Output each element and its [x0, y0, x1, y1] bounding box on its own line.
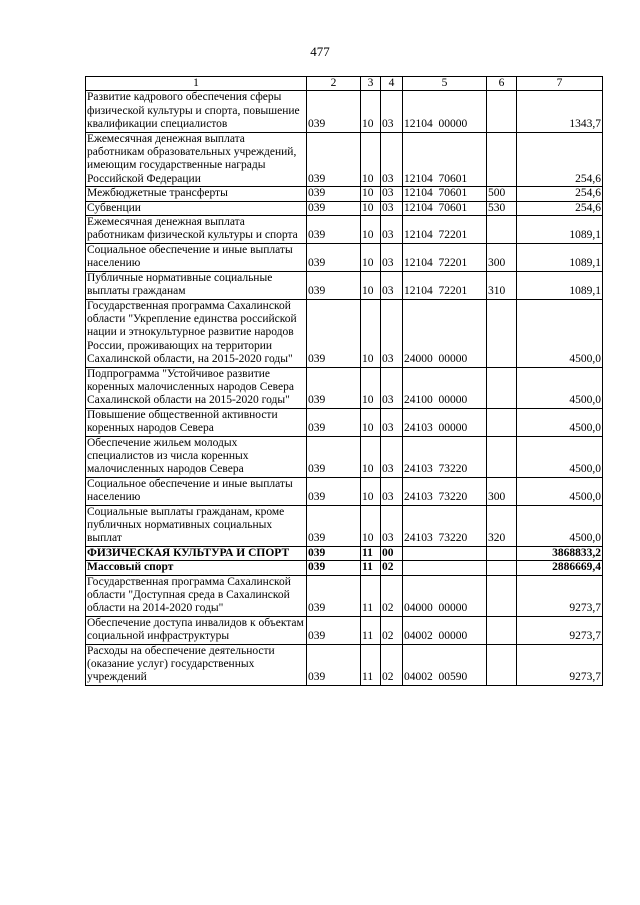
row-subsection-cell: 03 — [381, 408, 403, 436]
row-subsection-cell: 02 — [381, 644, 403, 685]
table-row — [86, 505, 603, 546]
page-number: 477 — [310, 44, 330, 59]
row-expense-type-cell: 310 — [487, 271, 517, 299]
row-sum-cell: 2886669,4 — [517, 561, 603, 575]
table-row — [86, 271, 603, 299]
row-sum-cell: 1089,1 — [517, 216, 603, 244]
row-subsection-cell: 02 — [381, 561, 403, 575]
row-expense-type-cell: 530 — [487, 201, 517, 215]
table-row — [86, 187, 603, 201]
row-subsection-cell: 00 — [381, 546, 403, 560]
header-cell: 4 — [381, 77, 403, 91]
row-org-code-cell: 039 — [307, 367, 361, 408]
row-target-code-cell: 24103 73220 — [403, 505, 487, 546]
row-org-code-cell: 039 — [307, 187, 361, 201]
row-expense-type-cell: 500 — [487, 187, 517, 201]
row-org-code-cell: 039 — [307, 91, 361, 132]
table-row — [86, 367, 603, 408]
row-expense-type-cell — [487, 132, 517, 187]
row-target-code-cell: 04002 00000 — [403, 616, 487, 644]
row-sum-cell: 4500,0 — [517, 367, 603, 408]
row-expense-type-cell — [487, 575, 517, 616]
row-sum-cell: 254,6 — [517, 201, 603, 215]
row-name-cell: Субвенции — [86, 201, 307, 215]
row-target-code-cell: 12104 70601 — [403, 132, 487, 187]
row-target-code-cell: 24100 00000 — [403, 367, 487, 408]
row-subsection-cell: 03 — [381, 436, 403, 477]
row-org-code-cell: 039 — [307, 575, 361, 616]
row-expense-type-cell — [487, 546, 517, 560]
row-name-cell: Межбюджетные трансферты — [86, 187, 307, 201]
row-section-cell: 11 — [361, 546, 381, 560]
row-expense-type-cell — [487, 436, 517, 477]
row-section-cell: 10 — [361, 477, 381, 505]
table-row — [86, 561, 603, 575]
row-target-code-cell: 12104 70601 — [403, 187, 487, 201]
row-target-code-cell: 12104 72201 — [403, 271, 487, 299]
row-target-code-cell: 04002 00590 — [403, 644, 487, 685]
row-target-code-cell: 24103 00000 — [403, 408, 487, 436]
row-sum-cell: 9273,7 — [517, 644, 603, 685]
row-name-cell: Массовый спорт — [86, 561, 307, 575]
table-row — [86, 201, 603, 215]
row-target-code-cell: 12104 70601 — [403, 201, 487, 215]
row-org-code-cell: 039 — [307, 408, 361, 436]
row-expense-type-cell — [487, 644, 517, 685]
row-section-cell: 10 — [361, 132, 381, 187]
row-org-code-cell: 039 — [307, 299, 361, 367]
row-expense-type-cell — [487, 216, 517, 244]
row-expense-type-cell — [487, 367, 517, 408]
table-row — [86, 644, 603, 685]
row-section-cell: 10 — [361, 271, 381, 299]
row-subsection-cell: 03 — [381, 243, 403, 271]
row-name-cell: Развитие кадрового обеспечения сферы физической культуры и спорта, повышение квалификации специалистов — [86, 91, 307, 132]
table-header-row — [86, 77, 603, 91]
row-subsection-cell: 03 — [381, 505, 403, 546]
budget-table — [85, 76, 603, 686]
row-target-code-cell: 12104 72201 — [403, 243, 487, 271]
row-org-code-cell: 039 — [307, 216, 361, 244]
table-row — [86, 616, 603, 644]
row-section-cell: 10 — [361, 216, 381, 244]
row-name-cell: Обеспечение жильем молодых специалистов из числа коренных малочисленных народов Севера — [86, 436, 307, 477]
table-row — [86, 477, 603, 505]
row-sum-cell: 9273,7 — [517, 616, 603, 644]
header-cell: 7 — [517, 77, 603, 91]
row-section-cell: 10 — [361, 299, 381, 367]
row-sum-cell: 4500,0 — [517, 299, 603, 367]
row-section-cell: 10 — [361, 187, 381, 201]
row-sum-cell: 4500,0 — [517, 408, 603, 436]
row-org-code-cell: 039 — [307, 436, 361, 477]
row-section-cell: 10 — [361, 367, 381, 408]
row-expense-type-cell: 300 — [487, 243, 517, 271]
table-row — [86, 408, 603, 436]
row-subsection-cell: 03 — [381, 299, 403, 367]
row-name-cell: Расходы на обеспечение деятельности (оказание услуг) государственных учреждений — [86, 644, 307, 685]
row-target-code-cell: 04000 00000 — [403, 575, 487, 616]
row-name-cell: Ежемесячная денежная выплата работникам физической культуры и спорта — [86, 216, 307, 244]
row-sum-cell: 1343,7 — [517, 91, 603, 132]
row-subsection-cell: 03 — [381, 477, 403, 505]
row-expense-type-cell — [487, 91, 517, 132]
row-expense-type-cell — [487, 561, 517, 575]
row-target-code-cell: 12104 00000 — [403, 91, 487, 132]
row-target-code-cell — [403, 561, 487, 575]
row-subsection-cell: 03 — [381, 187, 403, 201]
row-subsection-cell: 03 — [381, 216, 403, 244]
row-subsection-cell: 02 — [381, 575, 403, 616]
row-section-cell: 10 — [361, 243, 381, 271]
row-target-code-cell: 24000 00000 — [403, 299, 487, 367]
table-row — [86, 243, 603, 271]
row-section-cell: 11 — [361, 616, 381, 644]
row-org-code-cell: 039 — [307, 201, 361, 215]
row-sum-cell: 1089,1 — [517, 271, 603, 299]
table-row — [86, 132, 603, 187]
row-target-code-cell: 24103 73220 — [403, 436, 487, 477]
row-org-code-cell: 039 — [307, 505, 361, 546]
table-row — [86, 299, 603, 367]
row-org-code-cell: 039 — [307, 243, 361, 271]
row-section-cell: 11 — [361, 644, 381, 685]
table-row — [86, 91, 603, 132]
row-target-code-cell: 24103 73220 — [403, 477, 487, 505]
row-sum-cell: 4500,0 — [517, 436, 603, 477]
row-org-code-cell: 039 — [307, 477, 361, 505]
row-subsection-cell: 03 — [381, 271, 403, 299]
row-org-code-cell: 039 — [307, 616, 361, 644]
row-name-cell: Повышение общественной активности коренных народов Севера — [86, 408, 307, 436]
row-section-cell: 10 — [361, 505, 381, 546]
row-org-code-cell: 039 — [307, 546, 361, 560]
row-subsection-cell: 02 — [381, 616, 403, 644]
row-name-cell: Публичные нормативные социальные выплаты гражданам — [86, 271, 307, 299]
row-org-code-cell: 039 — [307, 561, 361, 575]
row-name-cell: Подпрограмма "Устойчивое развитие коренных малочисленных народов Севера Сахалинской области на 2015-2020 годы" — [86, 367, 307, 408]
row-org-code-cell: 039 — [307, 644, 361, 685]
row-target-code-cell — [403, 546, 487, 560]
header-cell: 2 — [307, 77, 361, 91]
row-expense-type-cell — [487, 616, 517, 644]
row-target-code-cell: 12104 72201 — [403, 216, 487, 244]
row-subsection-cell: 03 — [381, 132, 403, 187]
row-expense-type-cell: 300 — [487, 477, 517, 505]
header-cell: 6 — [487, 77, 517, 91]
row-section-cell: 11 — [361, 561, 381, 575]
table-row — [86, 436, 603, 477]
row-sum-cell: 9273,7 — [517, 575, 603, 616]
row-org-code-cell: 039 — [307, 132, 361, 187]
row-name-cell: Ежемесячная денежная выплата работникам образовательных учреждений, имеющим государственные награды Российской Федерации — [86, 132, 307, 187]
row-sum-cell: 254,6 — [517, 132, 603, 187]
row-subsection-cell: 03 — [381, 91, 403, 132]
row-subsection-cell: 03 — [381, 201, 403, 215]
row-section-cell: 11 — [361, 575, 381, 616]
row-expense-type-cell: 320 — [487, 505, 517, 546]
header-cell: 1 — [86, 77, 307, 91]
row-expense-type-cell — [487, 299, 517, 367]
row-section-cell: 10 — [361, 201, 381, 215]
row-org-code-cell: 039 — [307, 271, 361, 299]
table-row — [86, 575, 603, 616]
row-name-cell: Социальные выплаты гражданам, кроме публичных нормативных социальных выплат — [86, 505, 307, 546]
row-name-cell: Социальное обеспечение и иные выплаты населению — [86, 477, 307, 505]
row-sum-cell: 1089,1 — [517, 243, 603, 271]
row-name-cell: ФИЗИЧЕСКАЯ КУЛЬТУРА И СПОРТ — [86, 546, 307, 560]
row-sum-cell: 254,6 — [517, 187, 603, 201]
row-name-cell: Обеспечение доступа инвалидов к объектам социальной инфраструктуры — [86, 616, 307, 644]
row-section-cell: 10 — [361, 91, 381, 132]
header-cell: 3 — [361, 77, 381, 91]
row-name-cell: Государственная программа Сахалинской области "Доступная среда в Сахалинской области на 2014-2020 годы" — [86, 575, 307, 616]
row-name-cell: Государственная программа Сахалинской области "Укрепление единства российской нации и этнокультурное развитие народов России, проживающих на территории Сахалинской области, на 2015-2020 годы" — [86, 299, 307, 367]
table-row — [86, 216, 603, 244]
header-cell: 5 — [403, 77, 487, 91]
row-expense-type-cell — [487, 408, 517, 436]
row-subsection-cell: 03 — [381, 367, 403, 408]
row-section-cell: 10 — [361, 408, 381, 436]
table-row — [86, 546, 603, 560]
row-name-cell: Социальное обеспечение и иные выплаты населению — [86, 243, 307, 271]
row-sum-cell: 3868833,2 — [517, 546, 603, 560]
row-sum-cell: 4500,0 — [517, 505, 603, 546]
row-section-cell: 10 — [361, 436, 381, 477]
row-sum-cell: 4500,0 — [517, 477, 603, 505]
